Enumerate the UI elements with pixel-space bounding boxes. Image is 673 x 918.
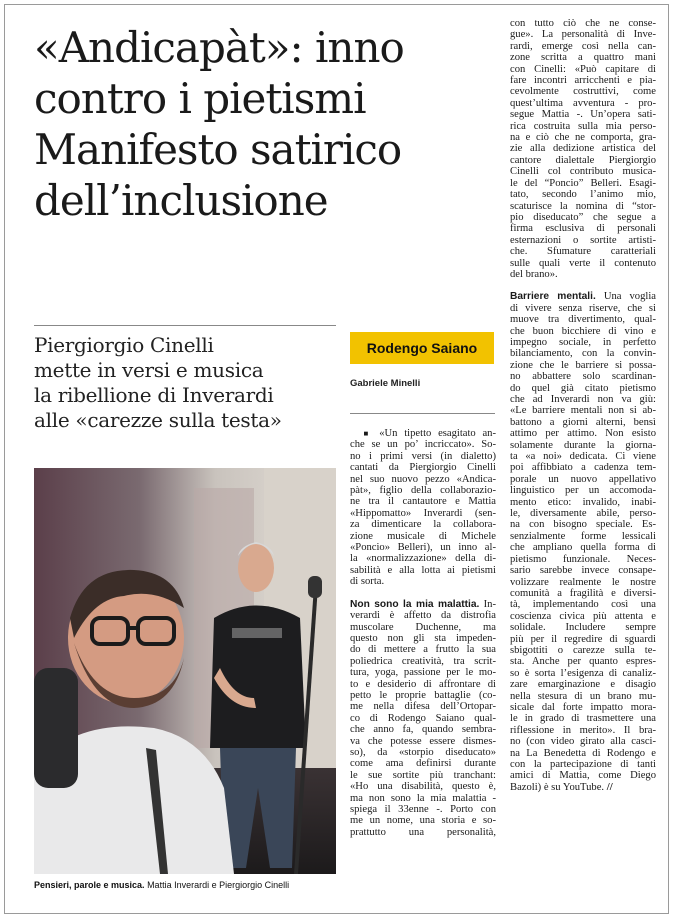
text-line: che. Sfumature caratteriali [510,246,656,258]
section-heading: Non sono la mia malattia. [350,598,480,610]
photo-caption [34,879,336,891]
text-line: In- [479,598,496,610]
article-photo [34,468,336,874]
text-line: do di mettere a frutto la sua [350,644,496,656]
text-line: esternazioni o sortite artisti- [510,234,656,246]
text-line: tà, implementando così una [510,599,656,611]
text-line: che ampliano quella forma di [510,542,656,554]
section-heading-line [350,599,496,610]
text-line: con tutto ciò che ne conse- [510,18,656,29]
text-line: del brano». [510,268,558,280]
text-line: prattutto una personalità, [350,826,496,838]
location-label [350,332,494,364]
text-line: «Hippomatto» Inverardi (sen- [350,507,496,519]
text-line: me un nome, una storia e so- [350,815,496,827]
text-line: pàt», figlio della collaborazio- [350,485,496,497]
text-line: con la partecipazione di tanti [510,759,656,770]
text-line: sulle quali verte il contenuto [510,257,656,269]
text-line: linguistico per un accomoda- [510,485,656,497]
text-line: sta. Anche per quanto espres- [510,656,656,668]
text-line: spiega il 33enne -. Porto con [350,804,496,815]
text-line: nella stesura di un brano mu- [510,690,656,702]
text-line: di vivere senza riserve, che si [510,302,656,314]
text-line: riflessione in merito». Il bra- [510,724,656,736]
text-line: volizzare realmente le nostre [510,576,656,588]
end-mark: // [606,781,613,793]
headline-line-4: dell’inclusione [34,176,328,225]
text-line: poliedrica creatività, tra scrit- [350,655,496,667]
text-line: firma esclusiva di personali [510,223,656,235]
text-line: muove tra divertimento, qual- [510,314,656,326]
text-line: di sorta. [350,576,385,588]
text-line: nel suo nuovo pezzo «Andica- [350,473,496,485]
text-line: tato, secondo l’animo mio, [510,189,656,201]
text-line: coscienza civica più attenta e [510,610,656,622]
text-line: bilanciamento, con la convin- [510,348,656,360]
text-line: to e desiderio di affrontare di [350,678,496,690]
text-line: zie alla dedizione artistica del [510,143,656,155]
text-line: no abbattere solo scardinan- [510,371,656,383]
text-line: na e ciò che ne comporta, gra- [510,132,656,144]
text-line: che anno fa, quando sembra- [350,724,496,736]
headline-line-2: contro i pietismi [34,74,366,123]
subhead-line-1: Piergiorgio Cinelli [34,333,214,357]
text-line: mento etico: invalido, inabi- [510,496,656,508]
text-line: fare incontri arricchenti e pia- [510,75,656,87]
text-line: na La Benedetta di Rodengo e [510,747,656,759]
text-line: me nella difesa dell’Ortopar- [350,701,496,713]
text-line: con Cinelli: «Può capitare di [510,63,656,75]
text-line: «Poncio» Belleri), un inno al- [350,542,496,554]
text-line: verardi è affetto da distrofia [350,610,496,622]
text-line: muscolare Duchenne, ma [350,621,496,633]
text-line: no (con video girato alla casci- [510,736,656,748]
text-line: no i primi versi (in dialetto) [350,450,496,462]
text-line: co di Rodengo Saiano qual- [350,712,496,724]
text-line: so è sorta l’esigenza di canaliz- [510,667,656,679]
byline-rule [350,413,495,414]
text-line: scaturisce la nomina di “stor- [510,200,656,212]
text-line: le, diversamente abile, perso- [510,508,656,520]
text-line: le in grado di trasmettere una [510,713,656,725]
text-line: so), da «storpio diseducato» [350,746,496,758]
text-line: segue Mattia -. Un’opera sati- [510,109,656,121]
section-heading: Barriere mentali. [510,291,596,303]
text-line: petto le proprie battaglie (co- [350,689,496,701]
headline [34,22,504,226]
subhead-line-4: alle «carezze sulla testa» [34,408,282,432]
headline-line-1: «Andicapàt»: inno [34,23,404,72]
text-line: tura, yoga, passione per le mo- [350,667,496,679]
text-line: sbigottiti o carezze sulla te- [510,644,656,656]
text-line: cantore dialettale Piergiorgio [510,154,656,166]
text-line: senzialmente forme lessicali [510,530,656,542]
text-line: za dimenticare la collabora- [350,519,496,531]
article-column-middle [350,428,496,838]
caption-title: Pensieri, parole e musica. [34,880,145,890]
headline-line-3: Manifesto satirico [34,125,402,174]
text-line: ma non sono la mia malattia - [350,792,496,804]
text-line: che buon bicchiere di vino e [510,325,656,337]
text-line: la «normalizzazione» della di- [350,553,496,565]
text-line: Cinelli col contributo musica- [510,166,656,178]
text-line: va che potesse essere dismes- [350,735,496,747]
text-line: attimo per attimo. Non esisto [510,428,656,440]
text-line: sario sarebbe invece consape- [510,565,656,577]
section-heading-line [510,291,656,302]
text-line [350,428,496,439]
text-line: na con bisogno speciale. Es- [510,519,656,531]
text-line: pio diseducato” che segue a [510,211,656,223]
text-line: rardi, emerge così nella can- [510,40,656,52]
subhead [34,333,334,433]
text-line: impegno sociale, in perfetto [510,336,656,348]
text-line: le sue sortite più tranchant: [350,769,496,781]
text-line: questo non gli sta impeden- [350,632,496,644]
paragraph-marker: ■ [363,429,373,438]
text-line: «Le barriere mentali non si ab- [510,405,656,417]
text-line: zare emarginazione e disagio [510,679,656,691]
text-line: zione musicale di Michele [350,530,496,542]
text-line: zone scritta a quattro mani [510,52,656,64]
text-line: do quel già citato pietismo [510,382,656,394]
subhead-line-2: mette in versi e musica [34,358,264,382]
caption-text: Mattia Inverardi e Piergiorgio Cinelli [144,880,290,890]
text-line: sabilità e alla lotta ai pietismi [350,564,496,576]
subhead-line-3: la ribellione di Inverardi [34,383,274,407]
text-line: solamente durante la giorna- [510,439,656,451]
closing-line: Bazoli) è su YouTube. [510,781,605,793]
text-line: porale un nuovo appellativo [510,473,656,485]
text-line: ne tra il cantautore e Mattia [350,496,496,508]
subhead-rule [34,325,336,326]
text-line: «Ho una disabilità, questo è, [350,781,496,793]
text-line: Una voglia [595,291,656,303]
text-line: come ama definirsi durante [350,758,496,770]
photo-illustration [34,468,336,874]
text-line-0: «Un tipetto esagitato an- [379,428,496,439]
text-line: ta «a noi» dedicata. Ci viene [510,451,656,463]
text-line: comunità a fragilità e diversi- [510,587,656,599]
text-line: battono a giorni alterni, bensì [510,416,656,428]
text-line: sicale dal forte impatto mora- [510,701,656,713]
text-line: che ad Inverardi non va giù: [510,394,656,405]
text-line: poi affibbiato a cadenza tem- [510,462,656,474]
text-line: pietismo funzionale. Neces- [510,553,656,565]
text-line: solidale. Includere sempre [510,622,656,634]
byline: Gabriele Minelli [350,378,421,389]
text-line [510,782,656,793]
text-line: rica costruita sulla mia perso- [510,120,656,132]
text-line: quest’ultima avventura - pro- [510,97,656,109]
text-line: zione che le barriere si possa- [510,359,656,371]
text-line: più per il regredire di sguardi [510,633,656,645]
location-text: Rodengo Saiano [366,340,478,356]
text-line: gue». La personalità di Inve- [510,29,656,41]
text-line: le del “Poncio” Belleri. Esagi- [510,177,656,189]
article-column-right [510,18,656,793]
text-line: che se un po’ incriccato». So- [350,439,496,451]
text-line: amici di Mattia, come Diego [510,770,656,782]
text-line: cevolmente costruttivi, come [510,86,656,98]
text-line: cantati da Piergiorgio Cinelli [350,462,496,474]
